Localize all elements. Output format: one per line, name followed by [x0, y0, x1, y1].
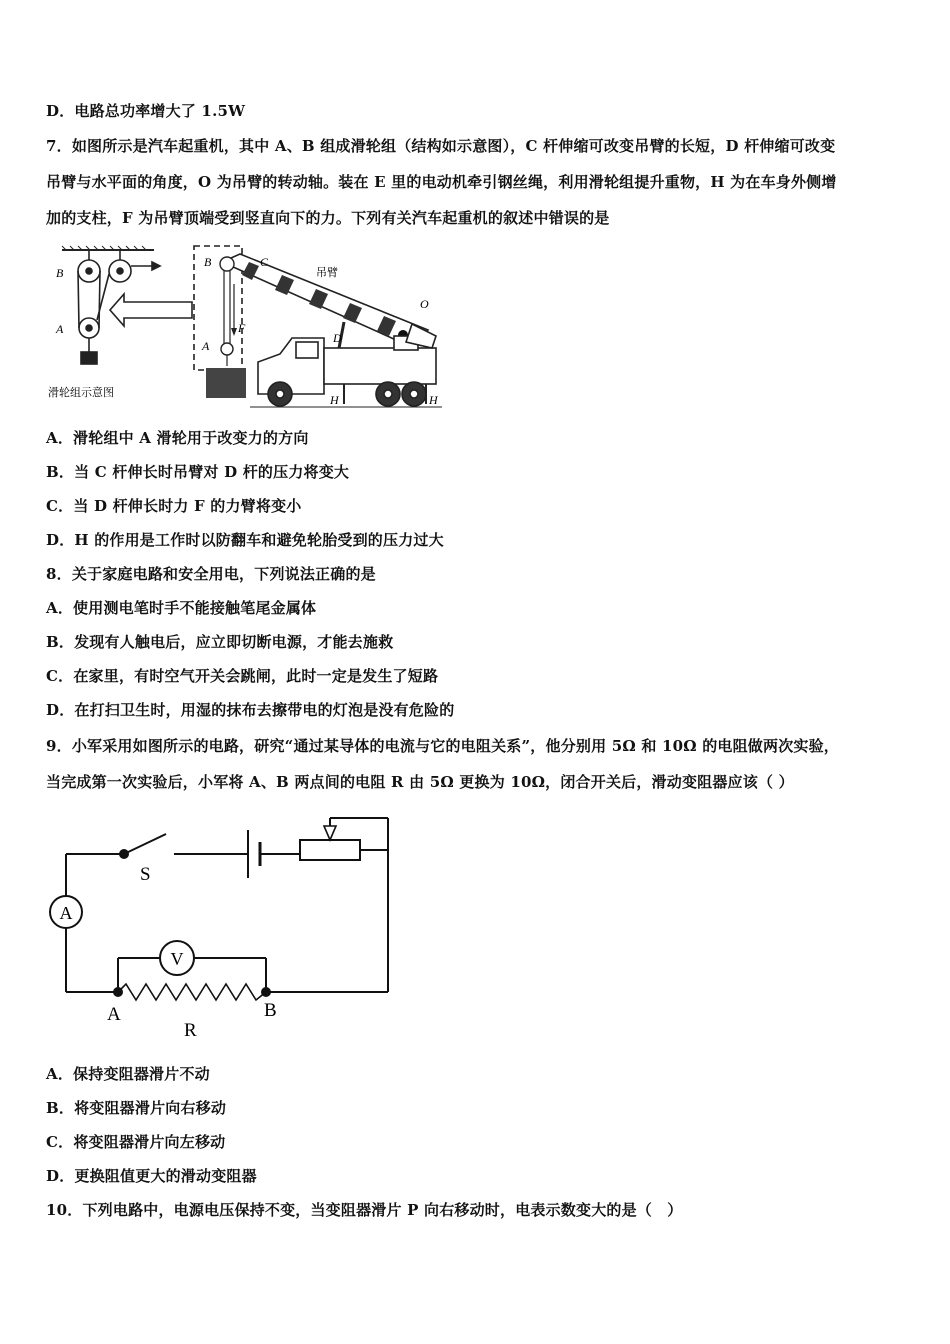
label-a-schematic: A — [56, 322, 64, 336]
label-a-crane: A — [202, 339, 210, 353]
slider-arrow-icon — [324, 826, 336, 840]
crane-load-block — [206, 368, 246, 398]
junction-a-icon — [113, 987, 123, 997]
label-h-left: H — [330, 393, 339, 407]
label-d: D — [333, 331, 342, 345]
point-b-label: B — [264, 1000, 277, 1021]
q7-option-c: C．当 D 杆伸长时力 F 的力臂将变小 — [46, 497, 302, 515]
switch-pivot-icon — [119, 849, 129, 859]
big-left-arrow-icon — [110, 294, 192, 326]
label-f: F — [238, 321, 246, 335]
label-c: C — [260, 255, 269, 269]
q9-stem-line-2: 当完成第一次实验后，小军将 A、B 两点间的电阻 R 由 5Ω 更换为 10Ω，闭合开关后，滑动变阻器应该（ ） — [46, 773, 794, 791]
q7-stem-line-1: 7．如图所示是汽车起重机，其中 A、B 组成滑轮组（结构如示意图），C 杆伸缩可改变吊臂的长短，D 杆伸缩可改变 — [46, 137, 836, 155]
q9-option-c: C．将变阻器滑片向左移动 — [46, 1133, 226, 1151]
boom-label: 吊臂 — [316, 267, 338, 279]
ammeter-label: A — [59, 903, 73, 923]
q8-option-a: A．使用测电笔时手不能接触笔尾金属体 — [46, 599, 317, 617]
pulley-caption: 滑轮组示意图 — [48, 387, 114, 399]
q6-option-d: D．电路总功率增大了 1.5W — [46, 102, 246, 120]
q7-option-b: B．当 C 杆伸长时吊臂对 D 杆的压力将变大 — [46, 463, 350, 481]
q9-option-b: B．将变阻器滑片向右移动 — [46, 1099, 227, 1117]
q9-option-d: D．更换阻值更大的滑动变阻器 — [46, 1167, 257, 1185]
q8-option-b: B．发现有人触电后，应立即切断电源，才能去施救 — [46, 633, 394, 651]
point-a-label: A — [107, 1004, 121, 1025]
q10-stem: 10．下列电路中，电源电压保持不变，当变阻器滑片 P 向右移动时，电表示数变大的是（ ） — [46, 1201, 683, 1219]
label-b-schematic: B — [56, 266, 64, 280]
junction-b-icon — [261, 987, 271, 997]
q7-option-a: A．滑轮组中 A 滑轮用于改变力的方向 — [46, 429, 309, 447]
q8-option-c: C．在家里，有时空气开关会跳闸，此时一定是发生了短路 — [46, 667, 439, 685]
resistor-label: R — [184, 1020, 197, 1041]
circuit-diagram — [44, 812, 394, 1042]
crane-figure — [44, 244, 444, 412]
label-b-crane: B — [204, 255, 212, 269]
switch-label: S — [140, 864, 151, 885]
q7-stem-line-2: 吊臂与水平面的角度，O 为吊臂的转动轴。装在 E 里的电动机牵引钢丝绳，利用滑轮组提升重物，H 为在车身外侧增 — [46, 173, 837, 191]
q7-stem-line-3: 加的支柱，F 为吊臂顶端受到竖直向下的力。下列有关汽车起重机的叙述中错误的是 — [46, 209, 610, 227]
q8-stem: 8．关于家庭电路和安全用电，下列说法正确的是 — [46, 565, 376, 583]
q7-option-d: D．H 的作用是工作时以防翻车和避免轮胎受到的压力过大 — [46, 531, 444, 549]
voltmeter-label: V — [170, 949, 184, 969]
label-o: O — [420, 297, 429, 311]
q9-option-a: A．保持变阻器滑片不动 — [46, 1065, 210, 1083]
label-h-right: H — [429, 393, 438, 407]
q8-option-d: D．在打扫卫生时，用湿的抹布去擦带电的灯泡是没有危险的 — [46, 701, 455, 719]
crane-truck — [250, 324, 442, 407]
q9-stem-line-1: 9．小军采用如图所示的电路，研究“通过某导体的电流与它的电阻关系”，他分别用 5Ω 和 10Ω 的电阻做两次实验， — [46, 737, 840, 755]
